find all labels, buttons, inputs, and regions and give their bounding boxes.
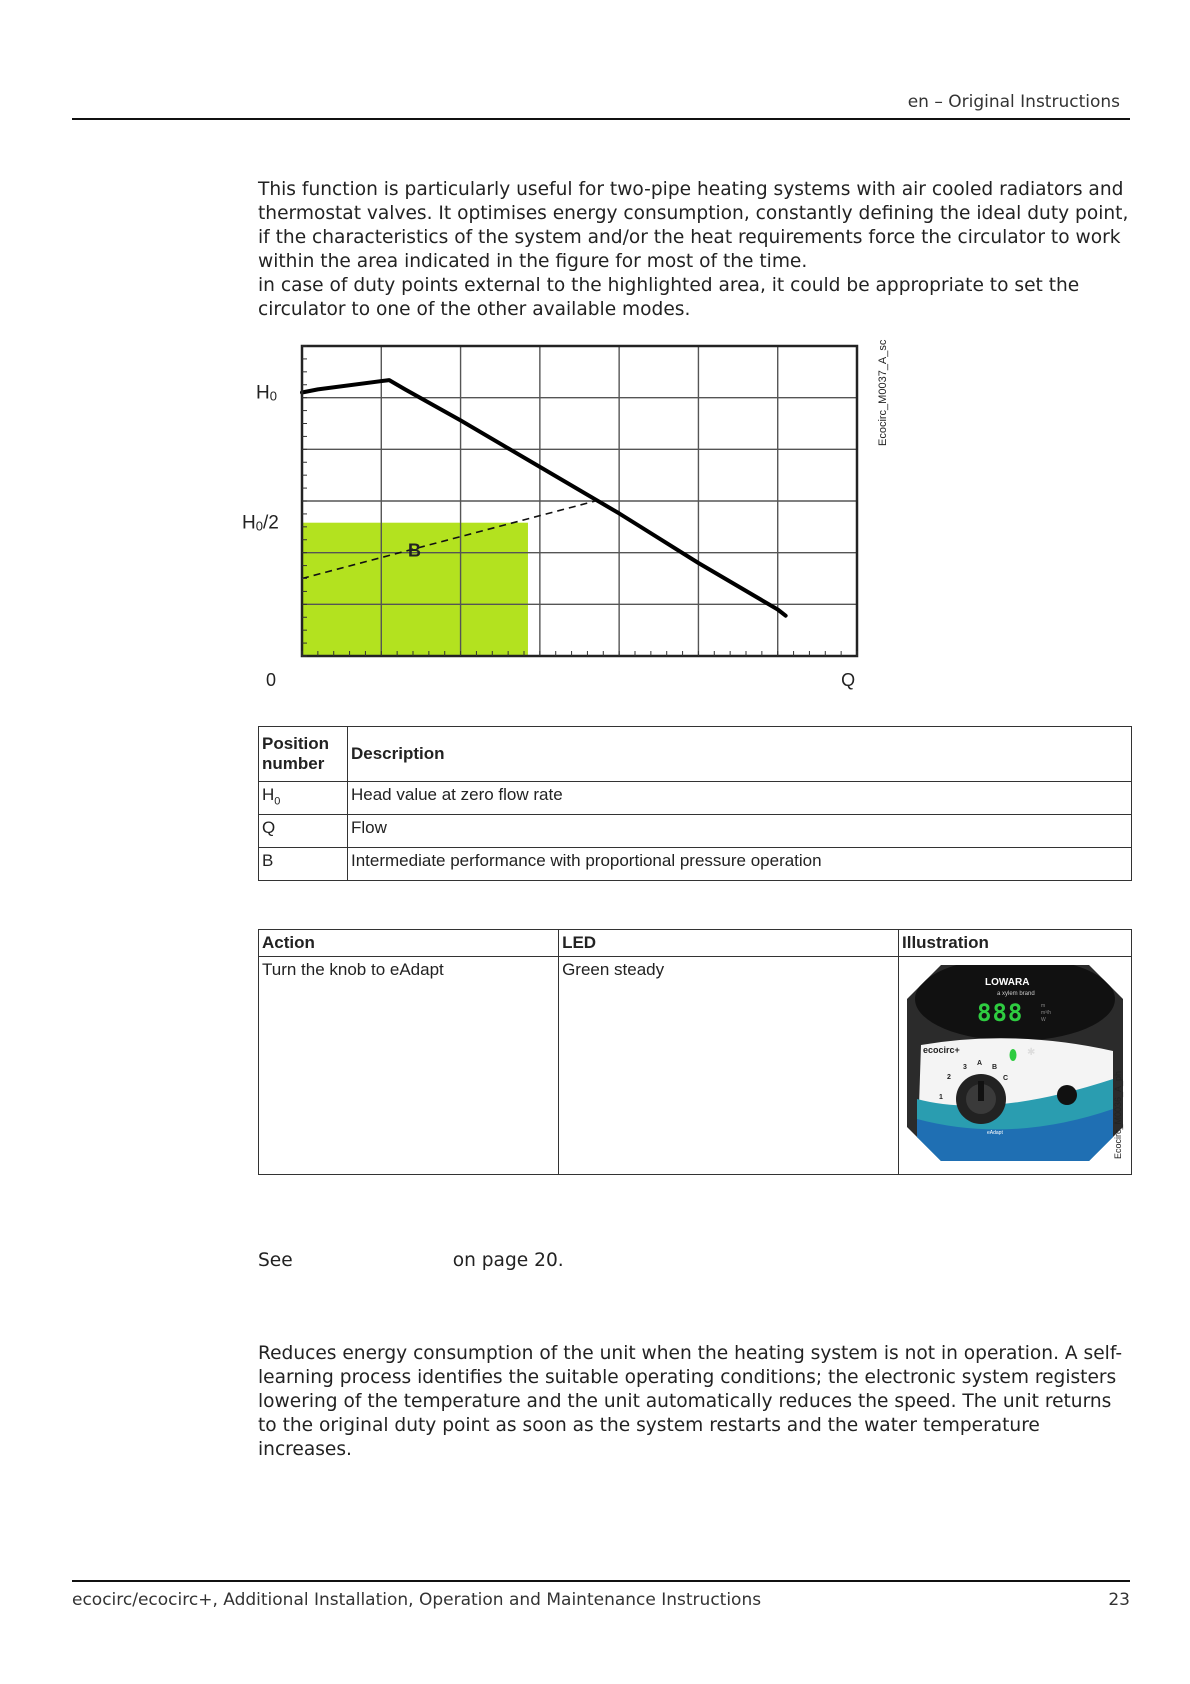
see-reference	[258, 1250, 564, 1271]
unit-flow: m³/h	[1041, 1010, 1051, 1016]
position-table	[258, 726, 1132, 881]
status-led	[1010, 1049, 1017, 1061]
eadapt-chart	[242, 336, 932, 706]
brand-sub-label: a xylem brand	[997, 991, 1035, 997]
intro-paragraph	[258, 178, 1133, 322]
table-row	[259, 815, 1132, 848]
table-row	[259, 782, 1132, 815]
header-illustration: Illustration	[899, 930, 1132, 957]
knob-pointer	[978, 1081, 984, 1101]
knob-mark-3: 3	[963, 1064, 967, 1071]
header-position-number: Position number	[259, 727, 348, 782]
figure-code: Ecocirc_M0037_A_sc	[877, 339, 889, 446]
position-table-header	[259, 727, 1132, 782]
b-label: B	[408, 540, 421, 561]
intro-paragraph-text: This function is particularly useful for two-pipe heating systems with air cooled radiators and thermostat valves. It optimises energy consumption, constantly defining the ideal duty point, if the characteristics of the system and/or the heat requirements force the circulator to work within the area indicated in the figure for most of the time. in case of duty points external to the highlighted area, it could be appropriate to set the circulator to one of the other available modes.	[258, 179, 1129, 320]
h0-half-label: H0/2	[242, 512, 279, 534]
q-axis-label: Q	[841, 670, 856, 690]
page-number: 23	[1108, 1590, 1130, 1610]
unit-watt: W	[1041, 1017, 1046, 1023]
knob-mark-c: C	[1003, 1075, 1009, 1082]
header-description: Description	[348, 727, 1132, 782]
segment-display: 888	[977, 999, 1024, 1027]
knob-mark-1: 1	[939, 1094, 943, 1101]
action-cell: Turn the knob to eAdapt	[259, 957, 559, 1175]
action-table-header	[259, 930, 1132, 957]
footer-title: ecocirc/ecocirc+, Additional Installation, Operation and Maintenance Instructions	[72, 1590, 762, 1610]
see-prefix: See	[258, 1250, 293, 1271]
position-cell: Q	[259, 815, 348, 848]
header-title: en – Original Instructions	[907, 92, 1120, 112]
knob-mark-2: 2	[947, 1074, 951, 1081]
knob-eadapt-label: eAdapt	[987, 1130, 1003, 1136]
header-led: LED	[559, 930, 899, 957]
brand-label: LOWARA	[985, 977, 1030, 988]
setback-paragraph: Reduces energy consumption of the unit when the heating system is not in operation. A self-learning process identifies the suitable operating conditions; the electronic system registers lowering of the temperature and the unit automatically reduces the speed. The unit returns to the original duty point as soon as the system restarts and the water temperature increases.	[258, 1343, 1123, 1460]
footer-rule	[72, 1580, 1130, 1582]
unit-m: m	[1041, 1003, 1046, 1009]
knob-mark-a: A	[977, 1060, 983, 1067]
position-cell: B	[259, 848, 348, 881]
product-label: ecocirc+	[923, 1045, 960, 1055]
led-cell: Green steady	[559, 957, 899, 1175]
position-cell: $H_0$	[259, 782, 348, 815]
illustration-code: Ecocirc_M0036_A_ph	[1113, 1070, 1123, 1159]
pump-control-illustration	[901, 959, 1129, 1167]
see-suffix: on page 20.	[452, 1250, 564, 1271]
header-rule	[72, 118, 1130, 120]
header-action: Action	[259, 930, 559, 957]
bluetooth-icon: ✱	[1027, 1047, 1036, 1058]
action-table	[258, 929, 1132, 1175]
origin-label: 0	[266, 670, 277, 690]
knob-mark-b: B	[992, 1064, 998, 1071]
description-cell: Flow	[348, 815, 1132, 848]
description-cell: Intermediate performance with proportional pressure operation	[348, 848, 1132, 881]
bluetooth-button	[1057, 1085, 1077, 1105]
description-cell: Head value at zero flow rate	[348, 782, 1132, 815]
illustration-cell	[899, 957, 1132, 1175]
table-row	[259, 957, 1132, 1175]
h0-label: H0	[256, 382, 277, 404]
table-row	[259, 848, 1132, 881]
